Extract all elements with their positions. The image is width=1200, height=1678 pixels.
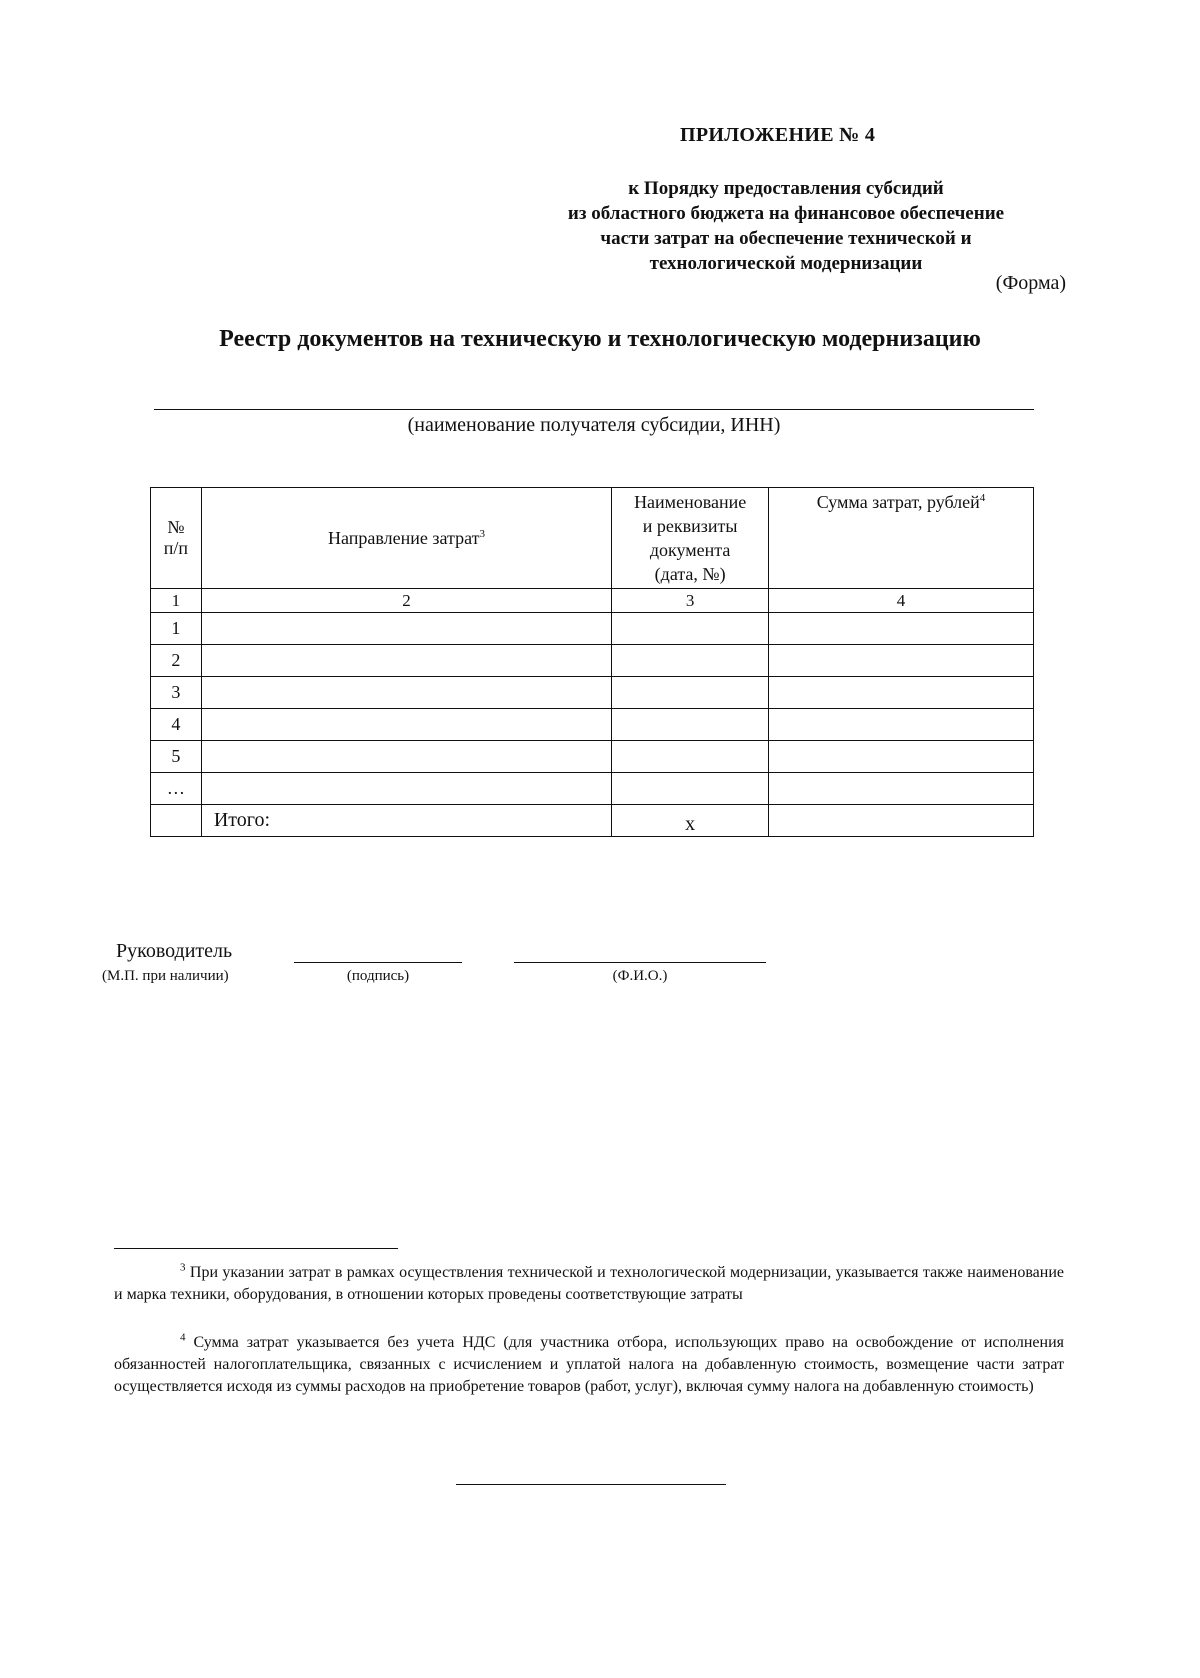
total-sum-cell[interactable] [769,805,1034,837]
header-sum [769,488,1034,589]
document-cell[interactable] [612,645,769,677]
fio-line[interactable] [514,962,766,963]
appendix-subtitle-line: к Порядку предоставления субсидий [628,178,944,199]
appendix-subtitle-line: из областного бюджета на финансовое обеспечение [567,203,1005,224]
header-num [151,488,202,589]
recipient-fill-line [154,409,1034,410]
footnote-mark: 3 [180,1261,186,1274]
direction-cell[interactable] [201,613,611,645]
document-cell[interactable] [612,613,769,645]
end-divider [456,1484,726,1485]
table-row [151,645,1034,677]
table-row [151,773,1034,805]
table-row [151,709,1034,741]
total-num-cell [151,805,202,837]
sum-cell[interactable] [769,677,1034,709]
head-label: Руководитель [116,940,233,962]
direction-cell[interactable] [201,773,611,805]
fio-caption: (Ф.И.О.) [612,968,668,984]
row-number: … [151,773,202,805]
header-direction [201,488,611,589]
total-row [151,805,1034,837]
footnote-ref-4: 4 [979,492,986,504]
row-number: 4 [151,709,202,741]
recipient-caption: (наименование получателя субсидии, ИНН) [407,414,781,436]
column-index: 1 [151,589,202,613]
header-num-line: № [167,517,185,537]
signature-line[interactable] [294,962,462,963]
header-direction-label: Направление затрат [328,527,480,548]
footnote-text: При указании затрат в рамках осуществления технической и технологической модернизации, указывается также наименование и марка техники, оборудования, в отношении которых проведены соответствующие затраты [114,1264,1064,1303]
sum-cell[interactable] [769,613,1034,645]
row-number: 5 [151,741,202,773]
registry-table [150,487,1034,837]
header-num-line: п/п [163,538,189,558]
column-index-row [151,589,1034,613]
direction-cell[interactable] [201,741,611,773]
signature-caption: (подпись) [346,968,410,984]
total-document-mark: х [612,805,769,837]
row-number: 3 [151,677,202,709]
sum-cell[interactable] [769,741,1034,773]
sum-cell[interactable] [769,773,1034,805]
form-label: (Форма) [995,272,1066,294]
sum-cell[interactable] [769,645,1034,677]
column-index: 2 [201,589,611,613]
table-row [151,677,1034,709]
table-row [151,613,1034,645]
document-cell[interactable] [612,677,769,709]
column-index: 4 [769,589,1034,613]
document-cell[interactable] [612,741,769,773]
total-label: Итого: [201,805,611,837]
column-index: 3 [612,589,769,613]
footnote-ref-3: 3 [479,527,486,540]
footnote-text: Сумма затрат указывается без учета НДС (для участника отбора, использующих право на освобождение от исполнения обязанностей налогоплательщика, связанных с исчислением и уплатой налога на добавленную стоимость, возмещение части затрат осуществляется исходя из суммы расходов на приобретение товаров (работ, услуг), включая сумму налога на добавленную стоимость) [114,1334,1064,1395]
stamp-label: (М.П. при наличии) [102,968,229,984]
row-number: 1 [151,613,202,645]
header-sum-label: Сумма затрат, рублей [816,492,980,512]
sum-cell[interactable] [769,709,1034,741]
appendix-subtitle-line: части затрат на обеспечение технической и [600,228,972,249]
direction-cell[interactable] [201,677,611,709]
table-row [151,741,1034,773]
header-document-line: и реквизиты [642,516,738,536]
appendix-subtitle-line: технологической модернизации [649,253,923,274]
appendix-subtitle [510,176,1062,276]
header-document-line: документа [649,540,731,560]
direction-cell[interactable] [201,645,611,677]
footnote-divider [114,1248,398,1249]
footnote-3 [114,1262,1064,1306]
document-cell[interactable] [612,709,769,741]
row-number: 2 [151,645,202,677]
document-cell[interactable] [612,773,769,805]
appendix-title: ПРИЛОЖЕНИЕ № 4 [680,124,876,146]
header-document [612,488,769,589]
footnote-4 [114,1332,1064,1398]
table-header-row [151,488,1034,589]
footnote-mark: 4 [180,1331,186,1344]
direction-cell[interactable] [201,709,611,741]
page-title: Реестр документов на техническую и технологическую модернизацию [219,326,981,352]
header-document-line: (дата, №) [654,564,726,584]
header-document-line: Наименование [634,492,747,512]
